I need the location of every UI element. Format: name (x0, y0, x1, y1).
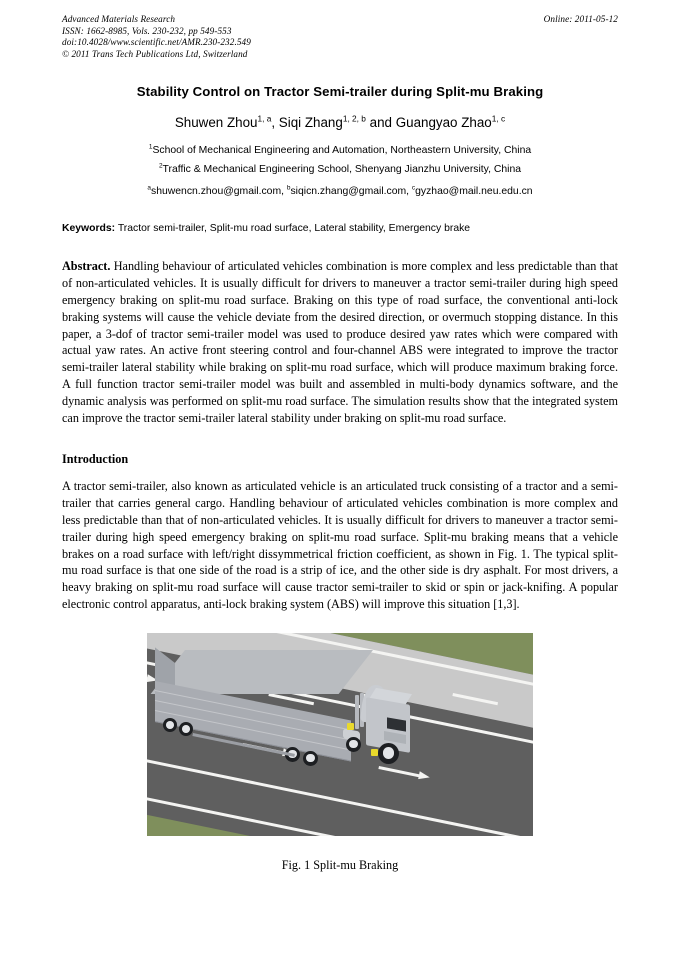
email-2-marker: b (286, 184, 291, 192)
email-3: gyzhao@mail.neu.edu.cn (415, 186, 533, 198)
section-heading-introduction: Introduction (62, 452, 129, 467)
affiliation-2-text: Traffic & Mechanical Engineering School, Shenyang Jianzhu University, China (162, 164, 522, 176)
trailer-wheel (179, 722, 193, 736)
marker-light (347, 723, 354, 730)
abstract-label: Abstract. (62, 259, 111, 274)
keywords-text: Tractor semi-trailer, Split-mu road surface, Lateral stability, Emergency brake (115, 223, 471, 235)
page-content (62, 14, 618, 873)
introduction-paragraph-1: A tractor semi-trailer, also known as articulated vehicle is an articulated truck consisting of a tractor and a semi-trailer that carries general cargo. Handling behaviour of articulated vehicles combination is more complex and less predictable than that of non-articulated vehicles. It is usually difficult for drivers to maneuver a tractor semi-trailer during high speed emergency braking on split-mu road surface. Split-mu braking means that a vehicle brakes on a road surface with left/right dissymmetrical friction coefficient, as shown in Fig. 1. The typical split-mu road surface is that one side of the road is a strip of ice, and the other side is dry asphalt. For most drivers, a heavy braking on split-mu road surface will cause tractor semi-trailer to skid or spin or jack-knifing. A popular electronic control apparatus, anti-lock braking system (ABS) will improve this situation [1,3]. (62, 479, 618, 611)
tractor-wheel (346, 737, 361, 752)
affiliation-2-marker: 2 (158, 162, 163, 170)
copyright-line: © 2011 Trans Tech Publications Ltd, Switzerland (62, 48, 248, 59)
affiliation-2 (62, 160, 618, 179)
page-title: Stability Control on Tractor Semi-trailer during Split-mu Braking (136, 84, 544, 100)
author-separator-2: and (365, 115, 396, 131)
author-2-affiliation-marker: 1, 2, b (342, 113, 366, 124)
author-emails (62, 182, 618, 201)
keywords-label: Keywords: (62, 223, 116, 235)
journal-name: Advanced Materials Research (62, 14, 176, 24)
online-date: Online: 2011-05-12 (543, 14, 618, 24)
affiliation-1 (62, 141, 618, 160)
issn-volume-pages: ISSN: 1662-8985, Vols. 230-232, pp 549-553 (62, 25, 232, 36)
author-1-name: Shuwen Zhou (174, 115, 258, 131)
abstract-text: Handling behaviour of articulated vehicles combination is more complex and less predictable than that of non-articulated vehicles. It is usually difficult for drivers to maneuver a tractor semi-trailer during high speed emergency braking on split-mu road surface. Braking on this type of road surface, the conventional anti-lock braking systems will cause the vehicle deviate from the desired direction, or overmuch stopping distance. In this paper, a 3-dof of tractor semi-trailer model was used to produce desired yaw rates which were compared with actual yaw rates. An active front steering control and four-channel ABS were integrated to improve the tractor semi-trailer lateral stability while braking on split-mu road surface, which will produce maximum braking force. A full function tractor semi-trailer model was built and assembled in multi-body dynamics software, and the dynamic analysis was performed on split-mu road surface. The simulation results show that the integrated system can improve the tractor semi-trailer lateral stability under braking on split-mu road surface. (62, 259, 618, 425)
exhaust-stack (355, 695, 359, 729)
keywords-line (62, 223, 618, 234)
figure-1-image (147, 633, 533, 836)
author-list (62, 115, 618, 130)
email-2: siqicn.zhang@gmail.com, (290, 186, 412, 198)
marker-light (371, 749, 378, 756)
email-3-marker: c (411, 184, 416, 192)
trailer-wheel (163, 718, 177, 732)
figure-block (62, 633, 618, 873)
affiliation-1-marker: 1 (148, 143, 153, 151)
running-header (62, 14, 618, 60)
author-1-affiliation-marker: 1, a (257, 113, 272, 124)
email-1-marker: a (147, 184, 152, 192)
author-separator-1: , (271, 115, 279, 131)
abstract-paragraph (62, 258, 618, 426)
author-2-name: Siqi Zhang (278, 115, 343, 131)
email-1: shuwencn.zhou@gmail.com, (151, 186, 287, 198)
figure-1-caption: Fig. 1 Split-mu Braking (281, 857, 399, 872)
doi-line: doi:10.4028/www.scientific.net/AMR.230-232.549 (62, 37, 251, 48)
tractor-wheel (378, 743, 399, 764)
author-3-name: Guangyao Zhao (395, 115, 492, 131)
trailer-wheel (303, 751, 318, 766)
author-3-affiliation-marker: 1, c (491, 113, 506, 124)
affiliations (62, 141, 618, 179)
affiliation-1-text: School of Mechanical Engineering and Automation, Northeastern University, China (152, 145, 532, 157)
